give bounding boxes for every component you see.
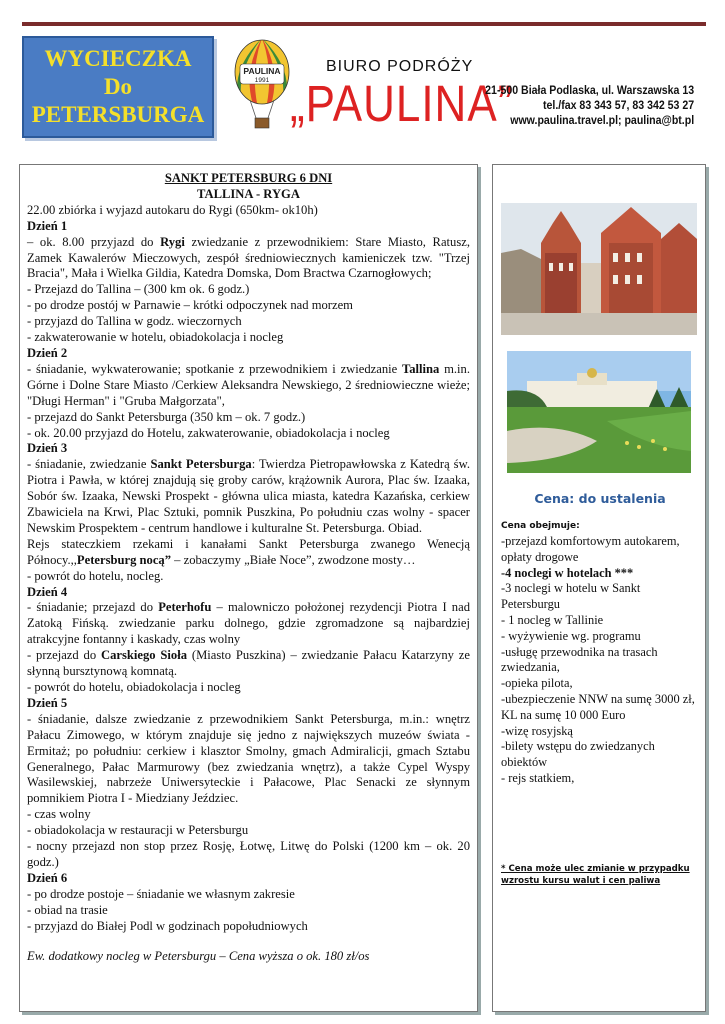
title-line-3: PETERSBURGA xyxy=(31,102,205,127)
logo-badge-year: 1991 xyxy=(254,77,270,84)
top-divider xyxy=(22,22,706,26)
trip-title-box xyxy=(22,36,214,138)
includes-item: -opieka pilota, xyxy=(501,676,573,691)
day-2-tallinn: - śniadanie, wykwaterowanie; spotkanie z przewodnikiem i zwiedzanie Tallina m.in. Górne i Dolne Stare Miasto /Cerkiew Aleksandra Newskiego, 2 średniowieczne wieże; "Długi Herman" i "Gruba Małgorzata", xyxy=(27,361,470,408)
agency-name: „PAULINA” xyxy=(290,76,514,133)
includes-item: -ubezpieczenie NNW na sumę 3000 zł, KL na sumę 10 000 Euro xyxy=(501,691,695,722)
day-2-item: - ok. 20.00 przyjazd do Hotelu, zakwaterowanie, obiadokolacja i nocleg xyxy=(27,425,390,440)
agency-label: BIURO PODRÓŻY xyxy=(326,58,474,75)
includes-item: -wizę rosyjską xyxy=(501,723,573,738)
riga-old-town-photo xyxy=(501,203,697,335)
extra-night-note: Ew. dodatkowy nocleg w Petersburgu – Cena wyższa o ok. 180 zł/os xyxy=(27,948,370,963)
day-1-item: - po drodze postój w Parnawie – krótki odpoczynek nad morzem xyxy=(27,298,353,313)
includes-item: -4 noclegi w hotelach *** xyxy=(501,565,634,580)
includes-item: - wyżywienie wg. programu xyxy=(501,628,641,643)
day-1-item: - Przejazd do Tallina – (300 km ok. 6 godz.) xyxy=(27,282,250,297)
includes-item: -3 noclegi w hotelu w Sankt Petersburgu xyxy=(501,581,641,612)
day-4-label: Dzień 4 xyxy=(27,584,68,599)
agency-logo-header xyxy=(228,38,696,138)
day-3-cruise: Rejs stateczkiem rzekami i kanałami Sankt Petersburga zwanego Wenecją Północy.,,Petersburg nocą” – zobaczymy „Białe Noce”, zwodzone mosty… xyxy=(27,536,470,567)
title-line-2: Do xyxy=(103,74,133,99)
day-6-label: Dzień 6 xyxy=(27,870,68,885)
intro-line: 22.00 zbiórka i wyjazd autokaru do Rygi (650km- ok10h) xyxy=(27,202,318,217)
itinerary-box xyxy=(19,164,478,1012)
day-5-item: - czas wolny xyxy=(27,807,91,822)
itinerary-heading: SANKT PETERSBURG 6 DNI xyxy=(164,171,333,185)
day-4-peterhof: - śniadanie; przejazd do Peterhofu – malowniczo położonej rezydencji Piotra I nad Zatoką Fińską. zwiedzanie parku dolnego, gdzie zgromadzone są najbardziej atrakcyjne fontanny i kaskady, czas wolny xyxy=(27,600,470,647)
day-3-item: - powrót do hotelu, nocleg. xyxy=(27,568,164,583)
day-4-tsarskoye: - przejazd do Carskiego Sioła (Miasto Puszkina) – zwiedzanie Pałacu Katarzyny ze słynną bursztynową komnatą. xyxy=(27,648,470,679)
day-6-item: - po drodze postoje – śniadanie we własnym zakresie xyxy=(27,886,295,901)
day-1-riga: – ok. 8.00 przyjazd do Rygi zwiedzanie z przewodnikiem: Stare Miasto, Ratusz, Zamek Kawalerów Mieczowych, zespół średniowiecznych kamieniczek tzw. "Trzej Bracia", Mała i Wielka Gildia, Katedra Domska, Dom Bractwa Czarnogłowych; xyxy=(27,234,470,281)
includes-title: Cena obejmuje: xyxy=(501,521,580,531)
itinerary-subheading: TALLINA - RYGA xyxy=(197,186,300,201)
day-1-item: - zakwaterowanie w hotelu, obiadokolacja i nocleg xyxy=(27,330,284,345)
day-6-item: - przyjazd do Białej Podl w godzinach popołudniowych xyxy=(27,918,308,933)
peterhof-palace-photo xyxy=(507,351,691,473)
contact-address: 21-500 Biała Podlaska, ul. Warszawska 13 xyxy=(485,85,694,97)
price-sidebar xyxy=(492,164,706,1012)
hot-air-balloon-logo xyxy=(232,38,292,134)
includes-item: -przejazd komfortowym autokarem, opłaty drogowe xyxy=(501,534,680,564)
day-2-label: Dzień 2 xyxy=(27,345,68,360)
day-3-label: Dzień 3 xyxy=(27,441,68,456)
day-4-item: - powrót do hotelu, obiadokolacja i nocleg xyxy=(27,680,241,694)
day-1-item: - przyjazd do Tallina w godz. wieczornych xyxy=(27,314,242,329)
includes-item: - rejs statkiem, xyxy=(501,770,575,785)
title-line-1: WYCIECZKA xyxy=(44,46,192,71)
agency-contact xyxy=(485,84,694,129)
price-footnote: * Cena może ulec zmianie w przypadku wzrostu kursu walut i cen paliwa xyxy=(501,864,690,886)
day-5-label: Dzień 5 xyxy=(27,695,68,710)
day-5-item: - obiadokolacja w restauracji w Petersburgu xyxy=(27,823,249,838)
day-2-item: - przejazd do Sankt Petersburga (350 km – ok. 7 godz.) xyxy=(27,409,306,424)
day-1-label: Dzień 1 xyxy=(27,218,68,233)
day-6-item: - obiad na trasie xyxy=(27,902,108,917)
contact-web-email: www.paulina.travel.pl; paulina@bt.pl xyxy=(510,115,694,127)
price-label: Cena: do ustalenia xyxy=(534,491,666,506)
includes-item: -usługę przewodnika na trasach zwiedzania, xyxy=(501,644,658,675)
includes-list xyxy=(501,534,701,787)
includes-item: -bilety wstępu do zwiedzanych obiektów xyxy=(501,739,655,770)
logo-badge-name: PAULINA xyxy=(243,66,281,76)
contact-phone: tel./fax 83 343 57, 83 342 53 27 xyxy=(542,100,694,112)
day-5-item: - nocny przejazd non stop przez Rosję, Łotwę, Litwę do Polski (1200 km – ok. 20 godz.) xyxy=(27,839,470,869)
includes-item: - 1 nocleg w Tallinie xyxy=(501,612,604,627)
day-5-tour: - śniadanie, dalsze zwiedzanie z przewodnikiem Sankt Petersburga, m.in.: wnętrz Pałacu Zimowego, w którym znajduje się jedno z największych muzeów świata - Ermitaż; po południu: cerkiew i klasztor Smolny, gmach Admiralicji, gmach Sztabu Generalnego, Pałac Marmurowy (bez zwiedzania wnętrz), a także Cypel Wyspy Wasilewskiej, nabrzeże Uniwersyteckie i Pałacowe, Plac Senacki ze słynnym pomnikiem Piotra I - Miedziany Jeździec. xyxy=(27,711,470,806)
day-3-petersburg: - śniadanie, zwiedzanie Sankt Petersburga: Twierdza Pietropawłowska z Katedrą św. Piotra i Pawła, w której znajdują się groby carów, krążownik Aurora, Plac św. Izaaka, Sobór św. Izaaka, Newski Prospekt - główna ulica miasta, katedra Kazańska, cerkiew Zbawiciela na Krwi, Plac Sztuki, pomnik Puszkina, Po południu czas wolny - spacer Newskim Prospektem - centrum handlowe i kulturalne St. Petersburga. Obiad. xyxy=(27,457,470,535)
